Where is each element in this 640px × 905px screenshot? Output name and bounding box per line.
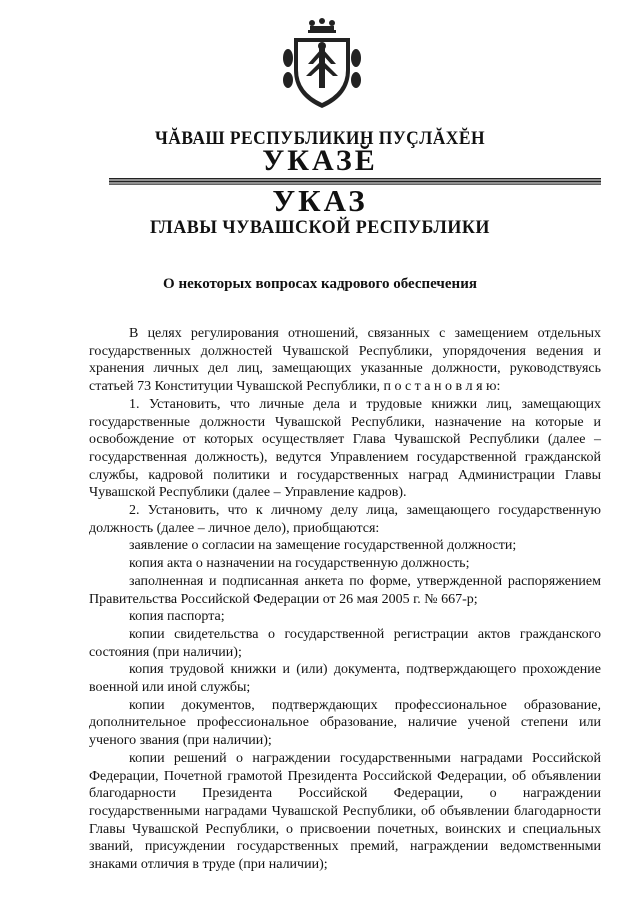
- paragraph: копия трудовой книжки и (или) документа, подтверждающего прохождение военной или иной службы;: [89, 662, 601, 696]
- header-glava: ГЛАВЫ ЧУВАШСКОЙ РЕСПУБЛИКИ: [150, 217, 490, 238]
- paragraph: В целях регулирования отношений, связанных с замещением отдельных государственных должностей Чувашской Республики, упорядочения ведения и хранения личных дел лиц, замещающих указанные должности, руководствуясь статьей 73 Конституции Чувашской Республики, п о с т а н о в л я ю:: [89, 326, 601, 395]
- paragraph: заполненная и подписанная анкета по форме, утвержденной распоряжением Правительства Российской Федерации от 26 мая 2005 г. № 667-р;: [89, 573, 601, 607]
- paragraph: 1. Установить, что личные дела и трудовые книжки лиц, замещающих государственные должности Чувашской Республики, назначение на которые и освобождение от которых осуществляет Глава Чувашской Республики (далее – государственная должность), ведутся Управлением государственной гражданской службы, кадровой политики и государственных наград Администрации Главы Чувашской Республики (далее – Управление кадров).: [89, 396, 601, 501]
- paragraph: копии документов, подтверждающих профессиональное образование, дополнительное профессиональное образование, наличие ученой степени или ученого звания (при наличии);: [89, 697, 601, 749]
- paragraph: копия паспорта;: [129, 609, 225, 625]
- paragraph: копии свидетельства о государственной регистрации актов гражданского состояния (при наличии);: [89, 626, 601, 660]
- document-body: [89, 325, 601, 874]
- header-ukaze: УКАЗĔ: [262, 144, 378, 177]
- paragraph: копии решений о награждении государственными наградами Российской Федерации, Почетной грамотой Президента Российской Федерации, об объявлении благодарности Президента Российской Федерации, о награждении государственными наградами Чувашской Республики, об объявлении благодарности Главы Чувашской Республики, о присвоении почетных, воинских и специальных званий, присуждении государственных премий, награждении ведомственными знаками отличия в труде (при наличии);: [89, 750, 601, 873]
- document-title: О некоторых вопросах кадрового обеспечения: [163, 276, 477, 292]
- header-chuvash-line: ЧĂВАШ РЕСПУБЛИКИН ПУÇЛĂХĔН: [154, 128, 486, 149]
- header-ukaz: УКАЗ: [272, 183, 368, 218]
- paragraph: копия акта о назначении на государственную должность;: [129, 556, 470, 572]
- paragraph: 2. Установить, что к личному делу лица, замещающего государственную должность (далее – личное дело), приобщаются:: [89, 503, 601, 536]
- chuvash-republic-emblem-icon: [280, 18, 364, 114]
- paragraph: заявление о согласии на замещение государственной должности;: [129, 538, 517, 554]
